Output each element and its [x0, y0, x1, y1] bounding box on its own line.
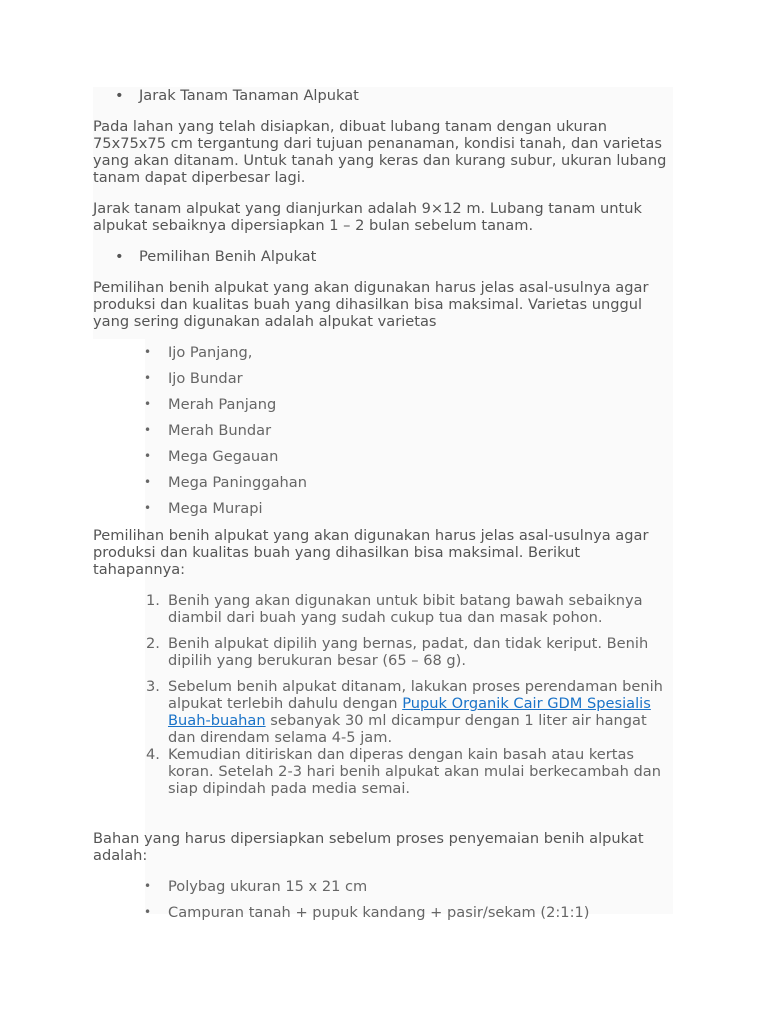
bullet-icon: •	[144, 371, 152, 385]
list-item: • Mega Gegauan	[144, 448, 279, 465]
list-item: • Polybag ukuran 15 x 21 cm	[144, 878, 368, 895]
paragraph-varietas: Pemilihan benih alpukat yang akan digunakan harus jelas asal-usulnya agar produksi dan kualitas buah yang dihasilkan bisa maksimal. Varietas unggul yang sering digunakan adalah alpukat varietas	[93, 279, 649, 330]
list-item: • Merah Panjang	[144, 396, 277, 413]
section-heading-pemilihan-benih	[93, 248, 673, 265]
list-item: 4. Kemudian ditiriskan dan diperas dengan kain basah atau kertas koran. Setelah 2-3 hari benih alpukat akan mulai berkecambah dan siap dipindah pada media semai.	[146, 746, 661, 797]
list-item: 2. Benih alpukat dipilih yang bernas, padat, dan tidak keriput. Benih dipilih yang berukuran besar (65 – 68 g).	[146, 635, 649, 669]
bullet-icon: •	[144, 501, 152, 515]
list-number: 2.	[146, 635, 160, 652]
varieties-list	[93, 344, 673, 517]
bullet-icon: •	[115, 248, 124, 265]
list-item: • Ijo Panjang,	[144, 344, 253, 361]
list-item: • Mega Paninggahan	[144, 474, 307, 491]
list-item: • Mega Murapi	[144, 500, 263, 517]
section-heading-jarak-tanam	[93, 87, 673, 104]
list-number: 1.	[146, 592, 160, 609]
list-number: 4.	[146, 746, 160, 763]
list-item: 1. Benih yang akan digunakan untuk bibit batang bawah sebaiknya diambil dari buah yang sudah cukup tua dan masak pohon.	[146, 592, 643, 626]
bullet-icon: •	[144, 879, 152, 893]
bullet-icon: •	[115, 87, 124, 104]
bullet-icon: •	[144, 345, 152, 359]
heading-text: Pemilihan Benih Alpukat	[139, 248, 317, 265]
list-item: • Merah Bundar	[144, 422, 272, 439]
bullet-icon: •	[144, 905, 152, 919]
bullet-icon: •	[144, 423, 152, 437]
paragraph-jarak-tanam: Jarak tanam alpukat yang dianjurkan adalah 9×12 m. Lubang tanam untuk alpukat sebaiknya dipersiapkan 1 – 2 bulan sebelum tanam.	[93, 200, 642, 234]
bullet-icon: •	[144, 449, 152, 463]
pupuk-organik-link[interactable]: Pupuk Organik Cair GDM Spesialis Buah-buahan	[168, 695, 651, 729]
steps-list	[93, 592, 673, 797]
heading-text: Jarak Tanam Tanaman Alpukat	[139, 87, 359, 104]
paragraph-tahapan: Pemilihan benih alpukat yang akan digunakan harus jelas asal-usulnya agar produksi dan kualitas buah yang dihasilkan bisa maksimal. Berikut tahapannya:	[93, 527, 649, 578]
list-item: • Ijo Bundar	[144, 370, 243, 387]
article-content	[93, 87, 673, 930]
materials-list	[93, 878, 673, 921]
list-number: 3.	[146, 678, 160, 695]
paragraph-lubang-tanam: Pada lahan yang telah disiapkan, dibuat lubang tanam dengan ukuran 75x75x75 cm tergantung dari tujuan penanaman, kondisi tanah, dan varietas yang akan ditanam. Untuk tanah yang keras dan kurang subur, ukuran lubang tanam dapat diperbesar lagi.	[93, 118, 667, 186]
list-item: • Campuran tanah + pupuk kandang + pasir/sekam (2:1:1)	[144, 904, 590, 921]
bullet-icon: •	[144, 397, 152, 411]
paragraph-bahan: Bahan yang harus dipersiapkan sebelum proses penyemaian benih alpukat adalah:	[93, 830, 644, 864]
list-item: 3. Sebelum benih alpukat ditanam, lakukan proses perendaman benih alpukat terlebih dahulu dengan Pupuk Organik Cair GDM Spesialis Buah-buahan sebanyak 30 ml dicampur dengan 1 liter air hangat dan direndam selama 4-5 jam.	[146, 678, 663, 746]
bullet-icon: •	[144, 475, 152, 489]
